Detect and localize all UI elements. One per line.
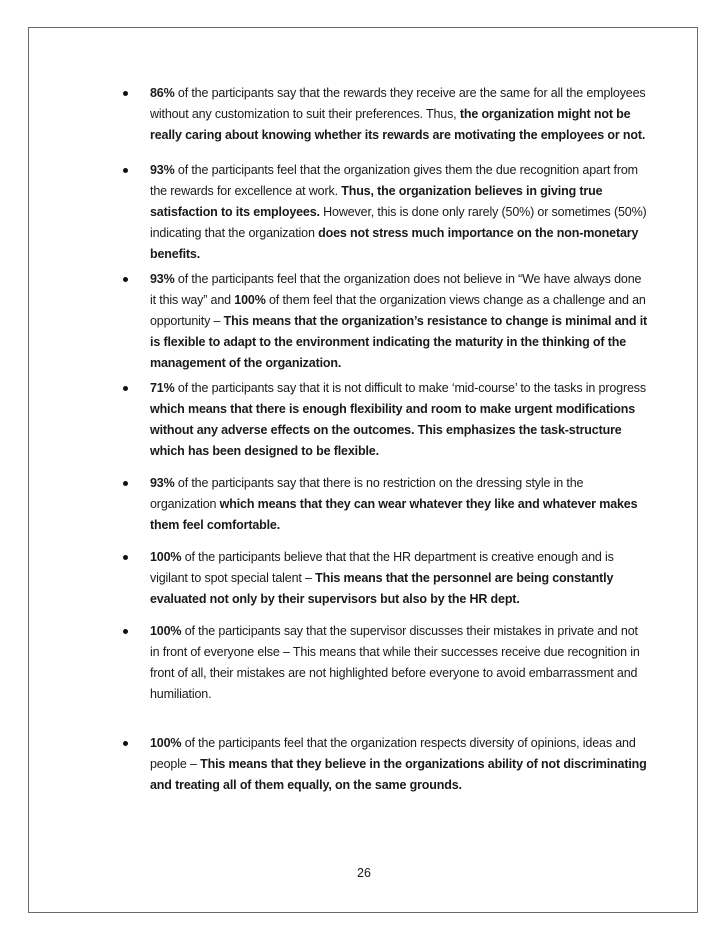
- emphasis-text: This means that the organization’s resistance to change is minimal and it is flexible to adapt to the environment indicating the maturity in the thinking of the management of the organization.: [150, 314, 648, 370]
- body-text: of the participants say that there is no restriction on the dressing style in the organization: [150, 476, 584, 511]
- body-text: of the participants say that the rewards they receive are the same for all the employees without any customization to suit their preferences. Thus,: [150, 86, 646, 121]
- bullet-icon: [123, 168, 128, 173]
- body-text: of the participants feel that the organization gives them the due recognition apart from the rewards for excellence at work.: [150, 163, 638, 198]
- bullet-icon: [123, 481, 128, 486]
- emphasis-text: does not stress much importance on the non-monetary benefits.: [150, 226, 639, 261]
- page-number: 26: [357, 866, 371, 880]
- statistic: 71%: [150, 381, 175, 395]
- statistic: 100%: [150, 550, 182, 564]
- statistic: 93%: [150, 163, 175, 177]
- emphasis-text: which means that there is enough flexibility and room to make urgent modifications without any adverse effects on the outcomes. This emphasizes the task-structure which has been designed to be flexible.: [150, 402, 635, 458]
- list-item: [150, 473, 648, 536]
- list-item: [150, 83, 648, 146]
- list-item: [150, 621, 648, 705]
- emphasis-text: This means that they believe in the organizations ability of not discriminating and treating all of them equally, on the same grounds.: [150, 757, 647, 792]
- bullet-icon: [123, 91, 128, 96]
- list-item: [150, 160, 648, 265]
- emphasis-text: the organization might not be really caring about knowing whether its rewards are motivating the employees or not.: [150, 107, 646, 142]
- body-text: of the participants believe that that the HR department is creative enough and is vigilant to spot special talent –: [150, 550, 614, 585]
- statistic: 93%: [150, 272, 175, 286]
- list-item: [150, 269, 648, 374]
- bullet-icon: [123, 741, 128, 746]
- list-item: [150, 378, 648, 462]
- body-text: of the participants feel that the organization does not believe in “We have always done it this way” and: [150, 272, 642, 307]
- body-text: of the participants say that the supervisor discusses their mistakes in private and not in front of everyone else – This means that while their successes receive due recognition in front of all, their mistakes are not highlighted before everyone to avoid embarrassment and humiliation.: [150, 624, 640, 701]
- list-item: [150, 733, 648, 796]
- list-item: [150, 547, 648, 610]
- statistic: 86%: [150, 86, 175, 100]
- statistic: 100%: [150, 624, 182, 638]
- statistic: 93%: [150, 476, 175, 490]
- body-text: of them feel that the organization views change as a challenge and an opportunity –: [150, 293, 646, 328]
- statistic: 100%: [234, 293, 266, 307]
- body-text: of the participants say that it is not difficult to make ‘mid-course’ to the tasks in progress: [174, 381, 646, 395]
- bullet-icon: [123, 386, 128, 391]
- body-text: However, this is done only rarely (50%) or sometimes (50%) indicating that the organization: [150, 205, 647, 240]
- bullet-icon: [123, 555, 128, 560]
- body-text: of the participants feel that the organization respects diversity of opinions, ideas and people –: [150, 736, 636, 771]
- emphasis-text: Thus, the organization believes in giving true satisfaction to its employees.: [150, 184, 603, 219]
- emphasis-text: This means that the personnel are being constantly evaluated not only by their supervisors but also by the HR dept.: [150, 571, 614, 606]
- bullet-icon: [123, 277, 128, 282]
- bullet-icon: [123, 629, 128, 634]
- statistic: 100%: [150, 736, 182, 750]
- emphasis-text: which means that they can wear whatever they like and whatever makes them feel comfortable.: [150, 497, 638, 532]
